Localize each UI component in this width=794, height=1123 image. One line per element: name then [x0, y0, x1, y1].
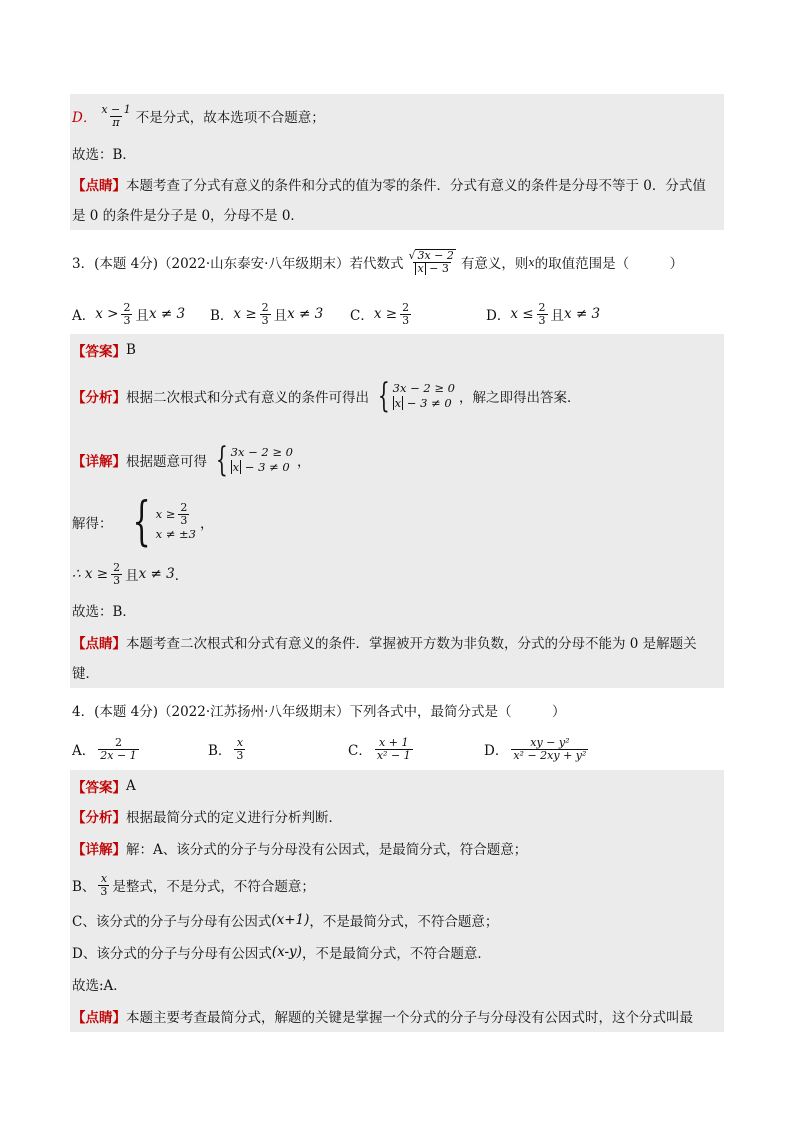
- prev-choose-line: 故选：B．: [72, 147, 136, 163]
- q4-answer-line: [72, 776, 136, 796]
- solution-system: { x ≥ $\frac{2}{3}$ x ≠ ±3: [131, 492, 196, 552]
- answer-tag: 【答案】: [72, 344, 126, 360]
- q4-detail-d-line: D、该分式的分子与分母有公因式 (x-y) ，不是最简分式，不符合题意．: [72, 944, 491, 962]
- q4-detail-a-line: 【详解】 解：A、该分式的分子与分母没有公因式，是最简分式，符合题意；: [72, 838, 527, 858]
- inequality-system: { 3x − 2 ≥ 0 x − 3 ≠ 0: [377, 376, 455, 416]
- fraction: $\frac{x - 1}{\pi}$: [101, 102, 131, 129]
- q3-options-line: [72, 298, 600, 330]
- q4-option-b: B． $\frac{x}{3}$: [208, 735, 244, 762]
- detail-tag: 【详解】: [72, 842, 126, 858]
- q3-option-d: D． x ≤ $\frac{2}{3}$ 且 x ≠ 3: [486, 300, 601, 327]
- q4-analysis-line: 【分析】 根据最简分式的定义进行分析判断．: [72, 806, 342, 826]
- q3-solve-line: 解得： { x ≥ $\frac{2}{3}$ x ≠ ±3 ，: [72, 492, 214, 552]
- q3-analysis-line: 【分析】 根据二次根式和分式有意义的条件可得出 { 3x − 2 ≥ 0 x − 3 ≠ 0 ，解之即得出答案．: [72, 376, 581, 416]
- q3-answer-line: [72, 340, 136, 360]
- inequality-system: { 3x − 2 ≥ 0 x − 3 ≠ 0: [215, 440, 293, 480]
- q3-question-line: 3．(本题 4分)（2022·山东泰安·八年级期末）若代数式 √ 3x − 2 x − 3 有意义，则 x 的取值范围是（ ）: [72, 249, 684, 275]
- q3-option-c: C． x ≥ $\frac{2}{3}$: [350, 300, 410, 327]
- q4-question-line: 4．(本题 4分)（2022·江苏扬州·八年级期末）下列各式中，最简分式是（ ）: [72, 704, 566, 720]
- q4-choose-line: 故选:A．: [72, 978, 127, 994]
- q4-detail-b-line: B、 $\frac{x}{3}$ 是整式，不是分式，不符合题意；: [72, 871, 315, 898]
- detail-tag: 【详解】: [72, 454, 126, 470]
- q4-detail-c-line: C、该分式的分子与分母有公因式 (x+1) ，不是最简分式，不符合题意；: [72, 912, 499, 930]
- q3-dianjing-line-1: 【点睛】 本题考查二次根式和分式有意义的条件．掌握被开方数为非负数，分式的分母不能为 0 是解题关: [72, 632, 697, 652]
- q3-choose-line: 故选：B．: [72, 604, 136, 620]
- q3-detail-line: 【详解】 根据题意可得 { 3x − 2 ≥ 0 x − 3 ≠ 0 ，: [72, 440, 311, 480]
- prev-dianjing-line-1: 【点睛】 本题考查了分式有意义的条件和分式的值为零的条件．分式有意义的条件是分母不等于 0．分式值: [72, 174, 706, 194]
- dianjing-tag: 【点睛】: [72, 1010, 126, 1026]
- q3-expression-fraction: √ 3x − 2 x − 3: [408, 249, 454, 275]
- prev-dianjing-line-2: 是 0 的条件是分子是 0，分母不是 0．: [72, 208, 304, 224]
- dianjing-tag: 【点睛】: [72, 636, 126, 652]
- q3-dianjing-line-2: 键．: [72, 666, 99, 682]
- prev-option-d-line: [72, 98, 325, 134]
- q3-therefore-line: ∴ x ≥ $\frac{2}{3}$ 且 x ≠ 3 ．: [72, 560, 189, 587]
- q4-option-d: D． $\frac{\text{xy − y²}}{\text{x² − 2xy + y²}}$: [484, 735, 587, 762]
- q4-option-c: C． $\frac{x + 1}{\text{x² − 1}}$: [348, 735, 411, 762]
- analysis-tag: 【分析】: [72, 810, 126, 826]
- answer-value: B: [126, 342, 136, 358]
- option-label: D．: [72, 110, 97, 126]
- dianjing-tag: 【点睛】: [72, 178, 126, 194]
- q3-option-a: A． x > $\frac{2}{3}$ 且 x ≠ 3: [72, 300, 186, 327]
- sqrt: √ 3x − 2: [408, 249, 454, 262]
- q4-dianjing-line-1: 【点睛】 本题主要考查最简分式，解题的关键是掌握一个分式的分子与分母没有公因式时，这个分式叫最: [72, 1006, 693, 1026]
- q4-option-a: A． $\frac{2}{2x - 1}$: [72, 735, 137, 762]
- q4-options-line: [72, 732, 591, 766]
- analysis-tag: 【分析】: [72, 390, 126, 406]
- answer-value: A: [126, 778, 136, 794]
- option-d-text: 不是分式，故本选项不合题意；: [135, 110, 325, 126]
- answer-tag: 【答案】: [72, 780, 126, 796]
- q3-option-b: B． x ≥ $\frac{2}{3}$ 且 x ≠ 3: [210, 300, 324, 327]
